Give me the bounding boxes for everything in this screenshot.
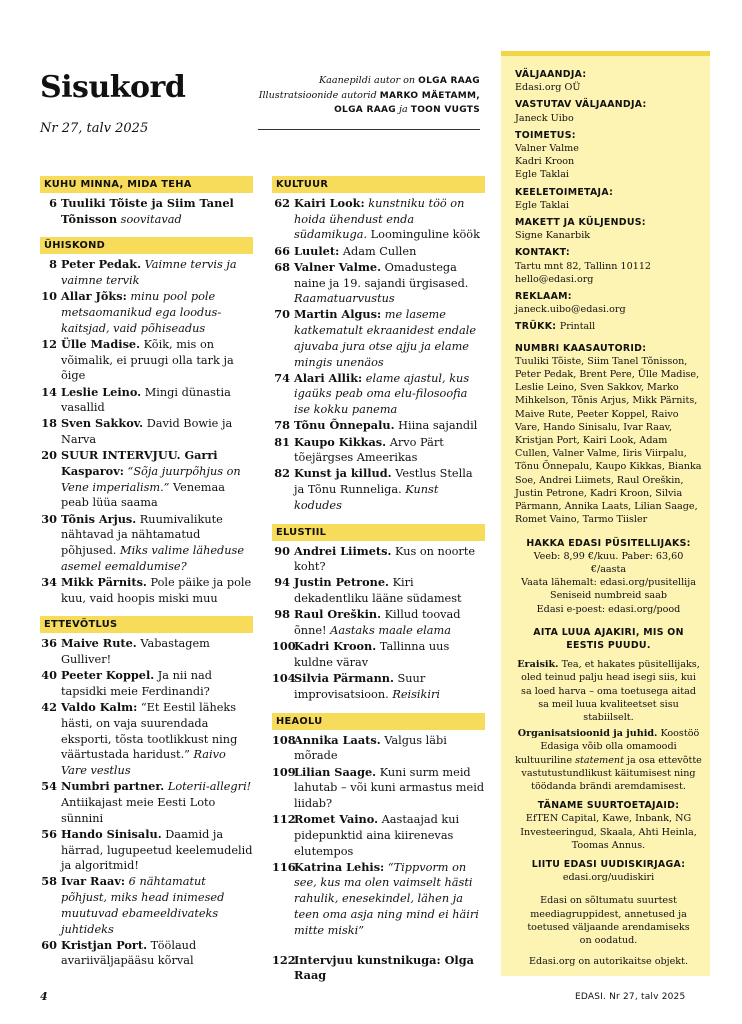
toc-entry-title: Kus on noorte koht? [294,544,476,574]
ads-email: janeck.uibo@edasi.org [515,304,626,316]
footer-issue: EDASI. Nr 27, talv 2025 [575,992,686,1002]
newsletter-link: edasi.org/uudiskiri [562,872,655,884]
sponsors-heading: TÄNAME SUURTOETAJAID: [537,800,680,812]
toc-entry-text [61,512,253,575]
toc-entry[interactable] [272,860,485,939]
section-heading: ÜHISKOND [40,237,253,254]
toc-entry[interactable] [272,575,485,606]
toc-entry-text [294,733,485,764]
toc-entry-title: Mingi dünastia vasallid [61,385,231,415]
toc-page-number: 34 [41,574,57,589]
toc-entry[interactable] [272,953,485,984]
toc-entry-title: Ruumivalikute nähtavad ja nähtamatud põhjused. [61,512,223,558]
toc-page-number: 108 [272,732,296,747]
language-editor-heading: KEELETOIMETAJA: [515,186,614,198]
toc-page-number: 104 [272,671,296,686]
illus-credit-and: ja [399,104,408,115]
toc-entry[interactable] [40,512,253,575]
toc-entry-text [61,575,253,606]
credits-divider [258,129,480,130]
toc-entry-subtitle: me laseme katkematult ekraanidest endale ajuvaba jura otse ajju ja elame mingis unenäos [294,308,477,369]
toc-entry[interactable] [40,385,253,416]
toc-entry-text [294,544,485,575]
cover-credit-prefix: Kaanepildi autor on [318,75,416,86]
toc-entry-author: Martin Algus: [294,307,382,322]
toc-entry-title: Vestlus Stella ja Tõnu Runneliga. [294,467,473,497]
section-heading: KULTUUR [272,176,485,193]
toc-entry[interactable] [272,639,485,670]
toc-entry-author: Hando Sinisalu. [61,826,162,841]
section-heading: ELUSTIIL [272,524,485,541]
toc-page-number: 98 [274,607,290,622]
toc-entry-subtitle: Raamatuarvustus [294,292,395,306]
toc-entry-text [294,671,485,702]
toc-entry-text [294,765,485,812]
toc-entry-text [61,257,253,288]
toc-entry-text [294,307,485,370]
responsible-publisher-heading: VASTUTAV VÄLJAANDJA: [515,99,647,111]
toc-page-number: 8 [49,257,57,272]
toc-entry-title: Töölaud avariiväljapääsu kõrval [61,938,197,968]
illus-credit-name2: OLGA RAAG [334,105,396,115]
toc-entry[interactable] [272,260,485,307]
toc-entry-title: Daamid ja härrad, lugupeetud keelemudelid ja algoritmid! [61,827,253,873]
toc-entry-text [61,337,253,384]
support-organisations [515,727,702,793]
subscribe-heading: HAKKA EDASI PÜSITELLIJAKS: [526,537,691,549]
toc-page-number: 78 [274,418,290,433]
contributors-heading: NUMBRI KAASAUTORID: [515,342,647,354]
toc-page-number: 100 [272,639,296,654]
toc-column-right [272,176,485,985]
publisher-heading: VÄLJAANDJA: [515,69,587,80]
toc-entry-text [294,466,485,513]
toc-page-number: 62 [274,196,290,210]
toc-entry-author: Romet Vaino. [294,812,379,827]
toc-entry-subtitle: Reisikiri [392,687,440,701]
toc-entry-text [61,636,253,667]
toc-page-number: 68 [274,259,290,274]
toc-entry[interactable] [40,874,253,937]
toc-entry[interactable] [272,307,485,370]
toc-entry-tail: Venemaa peab lüüa saama [61,480,225,510]
toc-page-number: 122 [272,952,296,967]
toc-entry-text [61,700,253,779]
toc-entry-text [294,639,485,670]
toc-page-number: 30 [41,511,57,526]
publisher: Edasi.org OÜ [515,82,581,94]
toc-page-number: 18 [41,416,57,431]
issue-label: Nr 27, talv 2025 [40,121,149,136]
toc-entry-text [61,385,253,416]
toc-entry-title: Aastaajad kui pidepunktid aina kiirenevas elutempos [294,813,460,858]
toc-entry-author: Ivar Raav: [61,874,126,889]
toc-page-number: 70 [274,307,290,322]
toc-page-number: 74 [274,370,290,385]
toc-entry-text [294,435,485,466]
support-heading: AITA LUUA AJAKIRI, MIS ON EESTIS PUUDU. [533,626,684,651]
toc-entry-author: Kunst ja killud. [294,466,392,481]
subscribe-shop: Edasi e-poest: edasi.org/pood [536,603,681,615]
toc-entry[interactable] [272,812,485,859]
toc-entry-subtitle: elame ajastul, kus igaüks peab oma elu-filosoofia ise kokku panema [294,371,470,417]
toc-page-number: 40 [41,668,57,683]
toc-page-number: 12 [41,336,57,351]
toc-entry-author: Tõnu Õnnepalu. [294,418,395,433]
toc-entry[interactable] [40,827,253,874]
layout-designer: Signe Kanarbik [515,230,591,242]
toc-entry-subtitle: Raivo Vare vestlus [61,748,226,777]
support-org-label: Organisatsioonid ja juhid. [517,728,658,740]
support-org-text-a: Koostöö Edasiga võib olla omamoodi kultuuriline [515,728,700,766]
toc-page-number: 14 [41,384,57,399]
toc-entry-text [294,953,485,984]
toc-entry[interactable] [40,779,253,826]
toc-entry-author: Valner Valme. [294,259,382,274]
page-title: Sisukord [40,70,186,105]
toc-entry-subtitle: Kunst kodudes [294,483,439,512]
section-heading: HEAOLU [272,713,485,730]
toc-entry-author: Kadri Kroon. [294,639,377,654]
toc-entry-text [294,371,485,418]
newsletter-heading: LIITU EDASI UUDISKIRJAGA: [531,858,686,870]
toc-page-number: 90 [274,543,290,558]
toc-page-number: 56 [41,826,57,841]
toc-entry-title: Omadustega naine ja 19. sajandi ürgisased. [294,260,469,290]
toc-entry-author: Valdo Kalm: [61,700,138,715]
responsible-publisher: Janeck Uibo [515,112,574,124]
toc-entry-author: Kaupo Kikkas. [294,434,387,449]
support-individual [515,658,702,724]
toc-page-number: 112 [272,812,296,827]
toc-entry-title: Vabastagem Gulliver! [61,637,210,667]
toc-page-number: 66 [274,243,290,258]
toc-entry-subtitle: Vaimne tervis ja vaimne tervik [61,258,237,288]
section-heading: ETTEVÕTLUS [40,616,253,633]
illus-credit-name1: MARKO MÄETAMM, [379,90,480,101]
toc-entry-subtitle: “Sõja juurpõhjus on Vene imperialism.” [61,465,241,494]
editorial-heading: TOIMETUS: [515,129,576,141]
toc-entry-subtitle: kunstniku töö on hoida ühendust enda südamikuga. [294,197,465,242]
toc-entry-author: Tuuliki Tõiste ja Siim Tanel Tõnisson [61,196,234,226]
toc-entry-author: SUUR INTERVJUU. Garri Kasparov: [61,448,218,479]
toc-entry-author: Allar Jõks: [61,289,127,304]
toc-entry[interactable] [272,733,485,764]
toc-entry-author: Mikk Pärnits. [61,574,147,589]
toc-entry[interactable] [272,765,485,812]
toc-entry[interactable] [40,196,253,227]
toc-entry[interactable] [40,700,253,779]
toc-entry-text [61,827,253,874]
cover-credit-name: OLGA RAAG [418,76,480,86]
toc-entry-title: Valgus läbi mõrade [294,733,447,763]
toc-entry[interactable] [40,289,253,336]
editorial-member: Valner Valme [515,143,579,155]
toc-entry-author: Leslie Leino. [61,384,142,399]
toc-entry-tail: Antiikajast meie Eesti Loto sünnini [61,795,216,825]
ads-heading: REKLAAM: [515,291,572,303]
toc-page-number: 36 [41,636,57,651]
toc-entry-title: Adam Cullen [342,244,417,258]
toc-entry-author: Maive Rute. [61,636,137,651]
illus-credit-name3: TOON VUGTS [410,105,480,115]
toc-entry[interactable] [272,671,485,702]
toc-entry-author: Ülle Madise. [61,336,141,351]
image-credits [240,74,480,118]
toc-entry-title: Suur improvisatsioon. [294,672,426,701]
toc-entry-author: Lilian Saage. [294,764,377,779]
toc-entry-text [61,196,253,227]
toc-entry-author: Annika Laats. [294,732,381,747]
toc-entry-author: Kairi Look: [294,196,365,210]
toc-entry-title: “Et Eestil läheks hästi, on vaja suurendada eksporti, tõsta tootlikkust ning väärtustada haridust.” [61,701,238,762]
toc-entry-author: Tõnis Arjus. [61,511,137,526]
toc-entry-author: Kristjan Port. [61,937,148,952]
subscribe-back-issues: Seniseid numbreid saab [550,590,667,602]
toc-entry-author: Numbri partner. [61,779,165,794]
toc-page-number: 116 [272,859,296,874]
toc-page-number: 10 [41,289,57,304]
toc-entry[interactable] [40,636,253,667]
toc-entry-text [294,607,485,638]
toc-entry-author: Silvia Pärmann. [294,671,394,686]
toc-entry[interactable] [272,544,485,575]
layout-heading: MAKETT JA KÜLJENDUS: [515,217,646,229]
toc-entry-title: Ja nii nad tapsidki meie Ferdinandi? [61,669,212,698]
contact-heading: KONTAKT: [515,247,570,259]
toc-entry-title: Tallinna uus kuldne värav [294,640,450,669]
toc-entry-title: Hiina sajandil [398,419,478,433]
toc-entry-text [61,289,253,336]
toc-entry[interactable] [40,668,253,699]
toc-entry[interactable] [272,244,485,260]
toc-entry-title: David Bowie ja Narva [61,417,233,447]
toc-entry-subtitle: soovitavad [120,212,182,226]
toc-page-number: 58 [41,874,57,889]
toc-entry[interactable] [40,257,253,288]
toc-entry-author: Raul Oreškin. [294,607,382,622]
subscribe-prices: Veeb: 8,99 €/kuu. Paber: 63,60 €/aasta [533,550,684,575]
support-org-text-italic: statement [575,754,624,766]
toc-page-number: 60 [41,937,57,952]
support-individual-label: Eraisik. [517,659,559,671]
illus-credit-prefix: Illustratsioonide autorid [258,89,377,101]
toc-entry-subtitle: minu pool pole metsaomanikud ega loodus-kaitsjad, vaid põhiseadus [61,290,222,335]
info-box-content [515,68,702,968]
toc-entry-text [294,575,485,606]
toc-entry-text [294,196,485,243]
toc-entry-text [294,860,485,939]
section-heading: KUHU MINNA, MIDA TEHA [40,176,253,193]
toc-entry-subtitle: “Tippvorm on see, kus ma olen vaimselt hästi rahulik, enesekindel, lähen ja teen oma asja ning mind ei häiri mitte miski” [294,860,479,937]
toc-entry[interactable] [40,337,253,384]
toc-entry-author: Peeter Koppel. [61,668,155,683]
toc-entry-author: Peter Pedak. [61,257,142,272]
toc-page-number: 82 [274,466,290,481]
toc-entry-text [294,244,485,260]
toc-entry-author: Luulet: [294,243,340,258]
toc-entry-author: Katrina Lehis: [294,859,385,874]
toc-entry-subtitle: Aastaks maale elama [330,624,451,638]
independence-note: Edasi on sõltumatu suurtest meediagruppidest, annetused ja toetused väljaande arendamiseks on oodatud. [527,895,690,946]
contributors-list: Tuuliki Tõiste, Siim Tanel Tõnisson, Peter Pedak, Brent Pere, Ülle Madise, Leslie Leino, Sven Sakkov, Marko Mihkelson, Tõnis Arjus, Mikk Pärnits, Maive Rute, Peeter Koppel, Raivo Vare, Hando Sinisalu, Ivar Raav, Kristjan Port, Kairi Look, Adam Cullen, Valner Valme, Iiris Viirpalu, Tõnu Õnnepalu, Kaupo Kikkas, Bianka Soe, Andrei Liimets, Raul Oreškin, Justin Petrone, Kadri Kroon, Silvia Pärmann, Annika Laats, Lilian Saage, Romet Vaino, Tarmo Tiisler [515,355,702,526]
toc-page-number: 81 [274,434,290,449]
toc-entry-text [61,448,253,511]
language-editor: Egle Taklai [515,199,569,211]
toc-entry[interactable] [272,418,485,434]
toc-entry-author: Alari Allik: [294,370,363,385]
toc-entry[interactable] [40,575,253,606]
toc-entry[interactable] [272,435,485,466]
toc-entry-text [294,260,485,307]
print-heading: TRÜKK: [515,321,557,333]
toc-entry-text [61,874,253,937]
toc-entry-subtitle: Miks valime läheduse asemel eemaldumise? [61,544,245,573]
toc-page-number: 20 [41,448,57,463]
subscribe-link: Vaata lähemalt: edasi.org/pusitellija [521,577,696,589]
toc-entry-text [294,812,485,859]
toc-entry-text [61,779,253,826]
editorial-member: Egle Taklai [515,169,569,181]
toc-entry-author: Andrei Liimets. [294,543,392,558]
toc-entry-title: Pole päike ja pole kuu, vaid hoopis miski muu [61,575,252,605]
toc-entry[interactable] [40,938,253,969]
toc-entry[interactable] [272,196,485,243]
toc-entry-title: Kõik, mis on võimalik, ei pruugi olla tark ja õige [61,337,234,383]
toc-entry-author: Justin Petrone. [294,575,389,590]
toc-entry-text [294,418,485,434]
toc-page-number: 109 [272,764,296,779]
toc-entry-subtitle: Loterii-allegri! [167,780,252,794]
toc-entry-text [61,938,253,969]
printer: Printall [559,321,596,333]
toc-entry-text [61,668,253,699]
toc-entry-author: Intervjuu kunstnikuga: Olga Raag [294,952,474,983]
section-spacer [272,939,485,953]
support-individual-text: Tea, et hakates püsitellijaks, oled teinud palju head isegi siis, kui sa loed harva – oma toetusega aitad sa meil luua kvaliteetset sisu stabiilselt. [521,659,700,723]
toc-entry-title: Killud toovad õnne! [294,608,461,638]
contact-email: hello@edasi.org [515,273,594,285]
editorial-member: Kadri Kroon [515,156,575,168]
print-line [515,320,702,333]
sponsors-list: EfTEN Capital, Kawe, Inbank, NG Investeeringud, Skaala, Ahti Heinla, Toomas Annus. [520,813,697,851]
toc-column-left [40,176,253,970]
toc-entry-text [61,416,253,447]
toc-entry[interactable] [272,371,485,418]
toc-entry[interactable] [272,607,485,638]
toc-entry-subtitle: 6 nähtamatut põhjust, miks head inimesed muutuvad ebameeldivateks juhtideks [61,875,225,936]
toc-entry-author: Sven Sakkov. [61,416,144,431]
toc-page-number: 94 [274,575,290,590]
page-number: 4 [40,990,48,1003]
toc-page-number: 6 [49,196,57,210]
toc-entry[interactable] [40,416,253,447]
toc-entry-title: Kiri dekadentliku lääne südamest [294,576,462,606]
support-org-text-c: ja osa ettevõtte vastutustundlikust käitumisest ning töödanda brändi aremdamisest. [521,754,702,792]
toc-entry[interactable] [272,466,485,513]
toc-entry-tail: Loominguline köök [367,228,480,242]
toc-entry-title: Arvo Pärt tõejärgses Ameerikas [294,435,444,465]
toc-page-number: 42 [41,700,57,715]
toc-entry[interactable] [40,448,253,511]
toc-page-number: 54 [41,779,57,794]
copyright-note: Edasi.org on autorikaitse objekt. [528,956,689,968]
toc-entry-title: Kuni surm meid lahutab – või kuni armastus meid liidab? [294,765,485,810]
contact-address: Tartu mnt 82, Tallinn 10112 [515,260,652,272]
